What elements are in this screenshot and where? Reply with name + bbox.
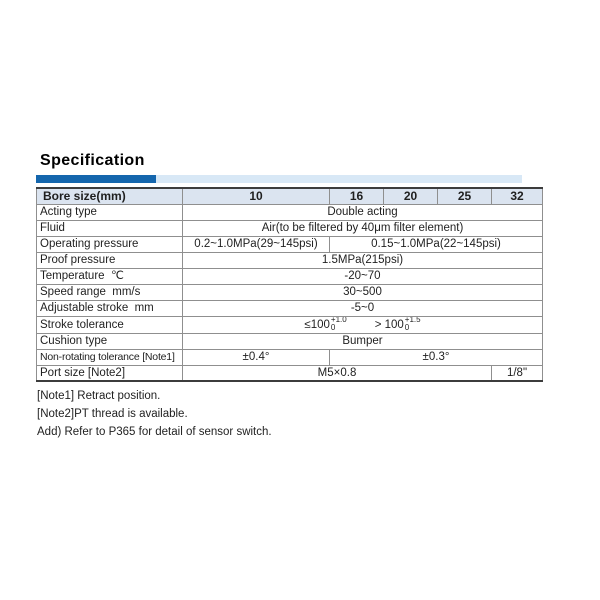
- table-cell: ±0.4°: [183, 349, 330, 365]
- tolerance-value: > 100 +1.5 0: [374, 316, 421, 332]
- table-row: [37, 349, 543, 365]
- table-row: [37, 365, 543, 381]
- note-line: [Note2]PT thread is available.: [37, 408, 188, 420]
- row-label: Acting type: [37, 204, 183, 220]
- row-label: Proof pressure: [37, 252, 183, 268]
- bore-column-header: 10: [183, 188, 330, 204]
- row-label: Stroke tolerance: [37, 316, 183, 333]
- row-label: Speed range mm/s: [37, 284, 183, 300]
- bore-column-header: 25: [438, 188, 492, 204]
- row-label: Non-rotating tolerance [Note1]: [37, 349, 183, 365]
- table-row: [37, 316, 543, 333]
- header-row: [37, 188, 543, 204]
- title-accent-bar-dark: [36, 175, 156, 183]
- bore-column-header: 20: [384, 188, 438, 204]
- row-label: Cushion type: [37, 333, 183, 349]
- bore-size-header: Bore size(mm): [37, 188, 183, 204]
- tolerance-value: ≤100 +1.0 0: [304, 316, 347, 332]
- table-row: [37, 236, 543, 252]
- spec-table: [36, 187, 543, 382]
- table-cell: ±0.3°: [330, 349, 543, 365]
- bore-column-header: 32: [492, 188, 543, 204]
- spec-section: [36, 152, 542, 443]
- bore-column-header: 16: [330, 188, 384, 204]
- note-line: [Note1] Retract position.: [37, 390, 161, 402]
- table-cell: 0.15~1.0MPa(22~145psi): [330, 236, 543, 252]
- table-cell: M5×0.8: [183, 365, 492, 381]
- table-cell: Bumper: [183, 333, 543, 349]
- note-line: Add) Refer to P365 for detail of sensor switch.: [37, 426, 272, 438]
- title-accent-bar-light: [36, 175, 522, 183]
- table-cell: -5~0: [183, 300, 543, 316]
- table-cell: 1/8": [492, 365, 543, 381]
- table-row: [37, 268, 543, 284]
- table-row: [37, 204, 543, 220]
- table-row: [37, 220, 543, 236]
- row-label: Operating pressure: [37, 236, 183, 252]
- table-row: [37, 252, 543, 268]
- table-cell: Air(to be filtered by 40μm filter element): [183, 220, 543, 236]
- table-cell: 30~500: [183, 284, 543, 300]
- table-cell: [183, 316, 543, 333]
- row-label: Fluid: [37, 220, 183, 236]
- table-cell: Double acting: [183, 204, 543, 220]
- row-label: Adjustable stroke mm: [37, 300, 183, 316]
- row-label: Port size [Note2]: [37, 365, 183, 381]
- notes-block: [36, 389, 542, 439]
- table-cell: 0.2~1.0MPa(29~145psi): [183, 236, 330, 252]
- table-cell: 1.5MPa(215psi): [183, 252, 543, 268]
- page-title: Specification: [40, 152, 145, 169]
- row-label: Temperature ℃: [37, 268, 183, 284]
- table-row: [37, 333, 543, 349]
- table-cell: -20~70: [183, 268, 543, 284]
- table-row: [37, 300, 543, 316]
- table-row: [37, 284, 543, 300]
